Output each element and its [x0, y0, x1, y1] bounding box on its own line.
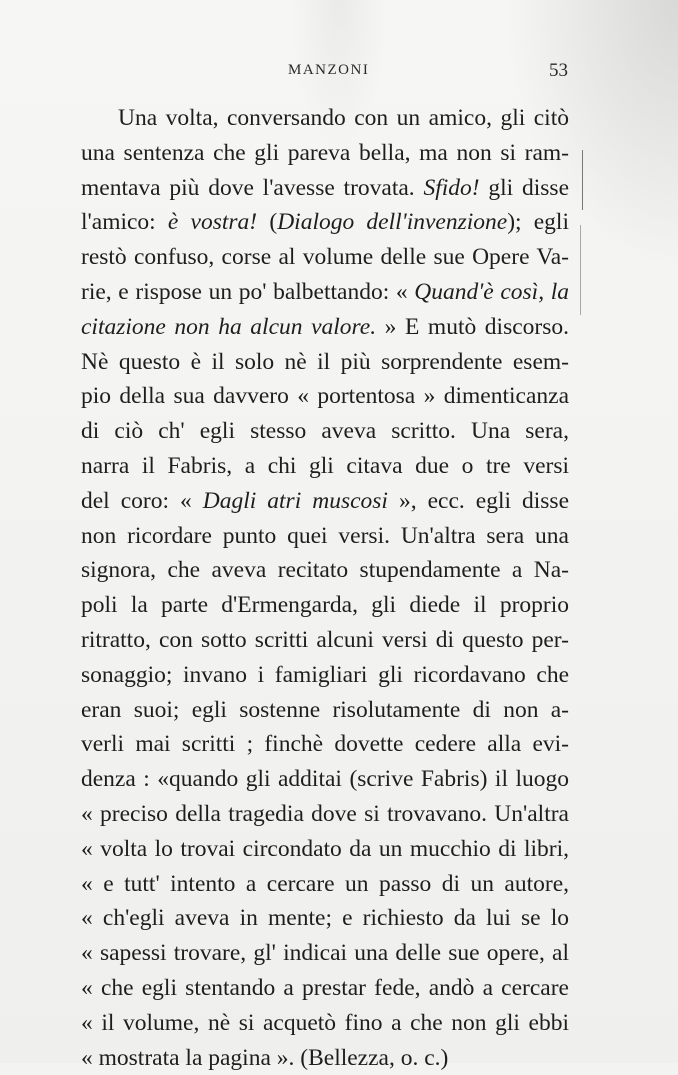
text-line [81, 1041, 569, 1075]
text-line [81, 762, 569, 797]
page-number: 53 [549, 60, 568, 81]
text-segment: « il volume, nè si acquetò fino a che non gli ebbi [81, 1009, 569, 1036]
text-segment: pio della sua davvero « portentosa » dimenticanza [81, 383, 569, 410]
text-segment: restò confuso, corse al volume delle sue Opere Va- [81, 244, 569, 271]
text-segment: una sentenza che gli pareva bella, ma non si ram- [81, 139, 569, 166]
text-segment: eran suoi; egli sostenne risolutamente di non a- [81, 696, 569, 723]
text-line [81, 936, 569, 971]
text-segment: « preciso della tragedia dove si trovavano. Un'altra [81, 800, 569, 827]
text-segment: « che egli stentando a prestar fede, andò a cercare [81, 974, 569, 1001]
italic-text: Quand'è così, la [414, 278, 569, 305]
text-segment: Nè questo è il solo nè il più sorprendente esem- [81, 348, 569, 375]
text-line [81, 797, 569, 832]
text-segment: « volta lo trovai circondato da un mucchio di libri, [81, 835, 569, 862]
margin-rule-mark [582, 150, 583, 210]
text-line [81, 379, 569, 414]
text-segment: », ecc. egli disse [387, 487, 569, 514]
text-segment: ( [257, 209, 278, 236]
text-line [81, 484, 569, 519]
running-head-title: MANZONI [288, 62, 370, 78]
text-line [81, 1006, 569, 1041]
text-line [81, 205, 569, 240]
text-line [81, 519, 569, 554]
text-segment: gli disse [479, 174, 569, 201]
text-segment: sonaggio; invano i famigliari gli ricordavano che [81, 661, 569, 688]
text-segment: ); egli [507, 209, 569, 236]
text-line [81, 449, 569, 484]
text-segment: Una volta, conversando con un amico, gli citò [118, 105, 569, 131]
text-segment: di ciò ch' egli stesso aveva scritto. Una sera, [81, 418, 569, 445]
text-line [81, 901, 569, 936]
text-line [81, 658, 569, 693]
text-line [81, 310, 569, 345]
italic-text: Dagli atri muscosi [202, 487, 388, 514]
text-line [81, 623, 569, 658]
text-segment: ritratto, con sotto scritti alcuni versi di questo per- [81, 626, 569, 653]
text-segment: poli la parte d'Ermengarda, gli diede il proprio [81, 592, 569, 619]
italic-text: Dialogo dell'invenzione [277, 209, 508, 236]
text-segment: « ch'egli aveva in mente; e richiesto da lui se lo [81, 905, 569, 932]
text-segment: narra il Fabris, a chi gli citava due o tre versi [81, 452, 569, 479]
italic-text: Sfido! [423, 174, 480, 201]
italic-text: è vostra! [167, 209, 258, 236]
text-segment: rie, e rispose un po' balbettando: « [81, 278, 415, 305]
text-line [81, 971, 569, 1006]
italic-text: citazione non ha alcun valore. [81, 313, 377, 340]
text-segment: signora, che aveva recitato stupendamente a Na- [81, 557, 569, 584]
text-segment: l'amico: [81, 209, 168, 236]
text-line [81, 588, 569, 623]
running-head [0, 60, 678, 84]
text-segment: del coro: « [81, 487, 203, 514]
text-line [81, 727, 569, 762]
text-line [81, 832, 569, 867]
text-line [81, 867, 569, 902]
text-line [81, 553, 569, 588]
body-text [81, 101, 569, 1075]
text-line [81, 693, 569, 728]
text-line [81, 136, 569, 171]
text-segment: non ricordare punto quei versi. Un'altra sera una [81, 522, 569, 549]
text-segment: « sapessi trovare, gl' indicai una delle sue opere, al [81, 940, 569, 967]
text-segment: » E mutò discorso. [376, 313, 569, 340]
text-line [81, 171, 569, 206]
text-line [81, 275, 569, 310]
text-line [81, 101, 569, 136]
text-segment: verli mai scritti ; finchè dovette cedere alla evi- [81, 731, 569, 758]
text-line [81, 414, 569, 449]
margin-rule-mark [580, 225, 581, 315]
text-segment: mentava più dove l'avesse trovata. [81, 174, 424, 201]
text-segment: denza : «quando gli additai (scrive Fabris) il luogo [81, 766, 569, 793]
text-line [81, 345, 569, 380]
text-segment: « mostrata la pagina ». (Bellezza, o. c.) [81, 1044, 449, 1071]
text-segment: « e tutt' intento a cercare un passo di un autore, [81, 870, 569, 897]
text-line [81, 240, 569, 275]
